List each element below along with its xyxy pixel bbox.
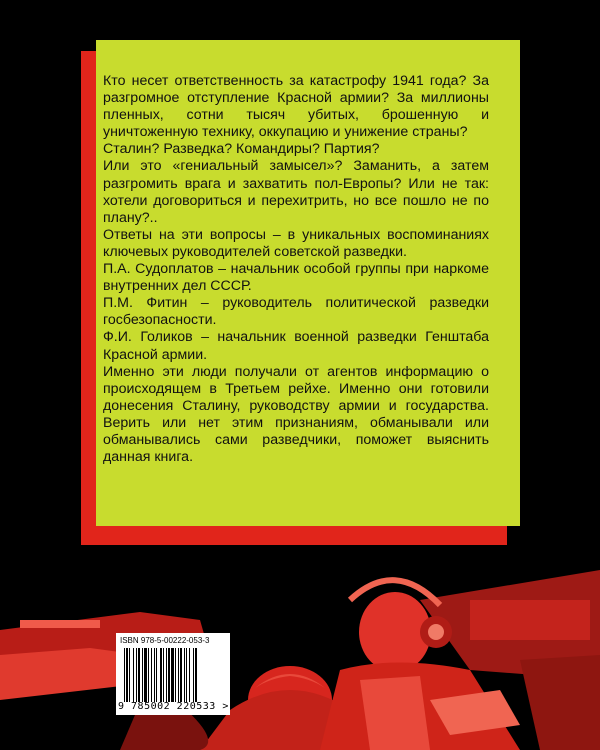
barcode-bar (133, 648, 134, 702)
barcode-bar (160, 648, 162, 702)
isbn-barcode-box (116, 633, 230, 715)
barcode-bar (171, 648, 174, 702)
barcode-digits: 9 785002 220533 > (118, 701, 229, 712)
barcode-bar (154, 648, 155, 702)
barcode-bar (129, 648, 130, 702)
barcode-bar (178, 648, 179, 702)
barcode-bar (142, 648, 143, 702)
barcode-bar (166, 648, 167, 702)
barcode-bar (186, 648, 187, 702)
blurb-text (103, 73, 489, 466)
barcode-bar (138, 648, 140, 702)
barcode-bar (180, 648, 182, 702)
barcode-bar (148, 648, 149, 702)
barcode-bar (126, 648, 128, 702)
blurb-paragraph: Ф.И. Голиков – начальник военной разведки Генштаба Красной армии. (103, 329, 489, 363)
barcode-image (124, 648, 224, 702)
barcode-bar (193, 648, 194, 702)
blurb-paragraph: Именно эти люди получали от агентов информацию о происходящем в Третьем рейхе. Именно они готовили донесения Сталину, руководству армии и государства. Верить или нет этим признаниям, обманывали или обманывались сами разведчики, поможет выяснить данная книга. (103, 363, 489, 466)
blurb-paragraph: П.А. Судоплатов – начальник особой группы при наркоме внутренних дел СССР. (103, 261, 489, 295)
isbn-label: ISBN 978-5-00222-053-3 (120, 636, 210, 645)
blurb-paragraph: Сталин? Разведка? Командиры? Партия? (103, 141, 380, 158)
barcode-bar (189, 648, 190, 702)
barcode-bar (175, 648, 176, 702)
barcode-bar (144, 648, 147, 702)
barcode-bar (168, 648, 170, 702)
barcode-bar (151, 648, 152, 702)
barcode-bar (195, 648, 197, 702)
barcode-bar (124, 648, 125, 702)
radio-operators-photo (0, 560, 600, 750)
blurb-paragraph: П.М. Фитин – руководитель политической разведки госбезопасности. (103, 295, 489, 329)
barcode-bar (156, 648, 157, 702)
blurb-paragraph: Или это «гениальный замысел»? Заманить, а затем разгромить врага и захватить пол-Европы? Или не так: хотели договориться и перехитрить, но все пошло не по плану?.. (103, 158, 489, 226)
blurb-paragraph: Ответы на эти вопросы – в уникальных воспоминаниях ключевых руководителей советской разведки. (103, 226, 489, 260)
barcode-bar (184, 648, 185, 702)
barcode-bar (136, 648, 137, 702)
barcode-bar (163, 648, 164, 702)
blurb-paragraph: Кто несет ответственность за катастрофу 1941 года? За разгромное отступление Красной армии? За миллионы пленных, сотни тысяч убитых, брошенную и уничтоженную технику, оккупацию и унижение страны? (103, 73, 489, 141)
